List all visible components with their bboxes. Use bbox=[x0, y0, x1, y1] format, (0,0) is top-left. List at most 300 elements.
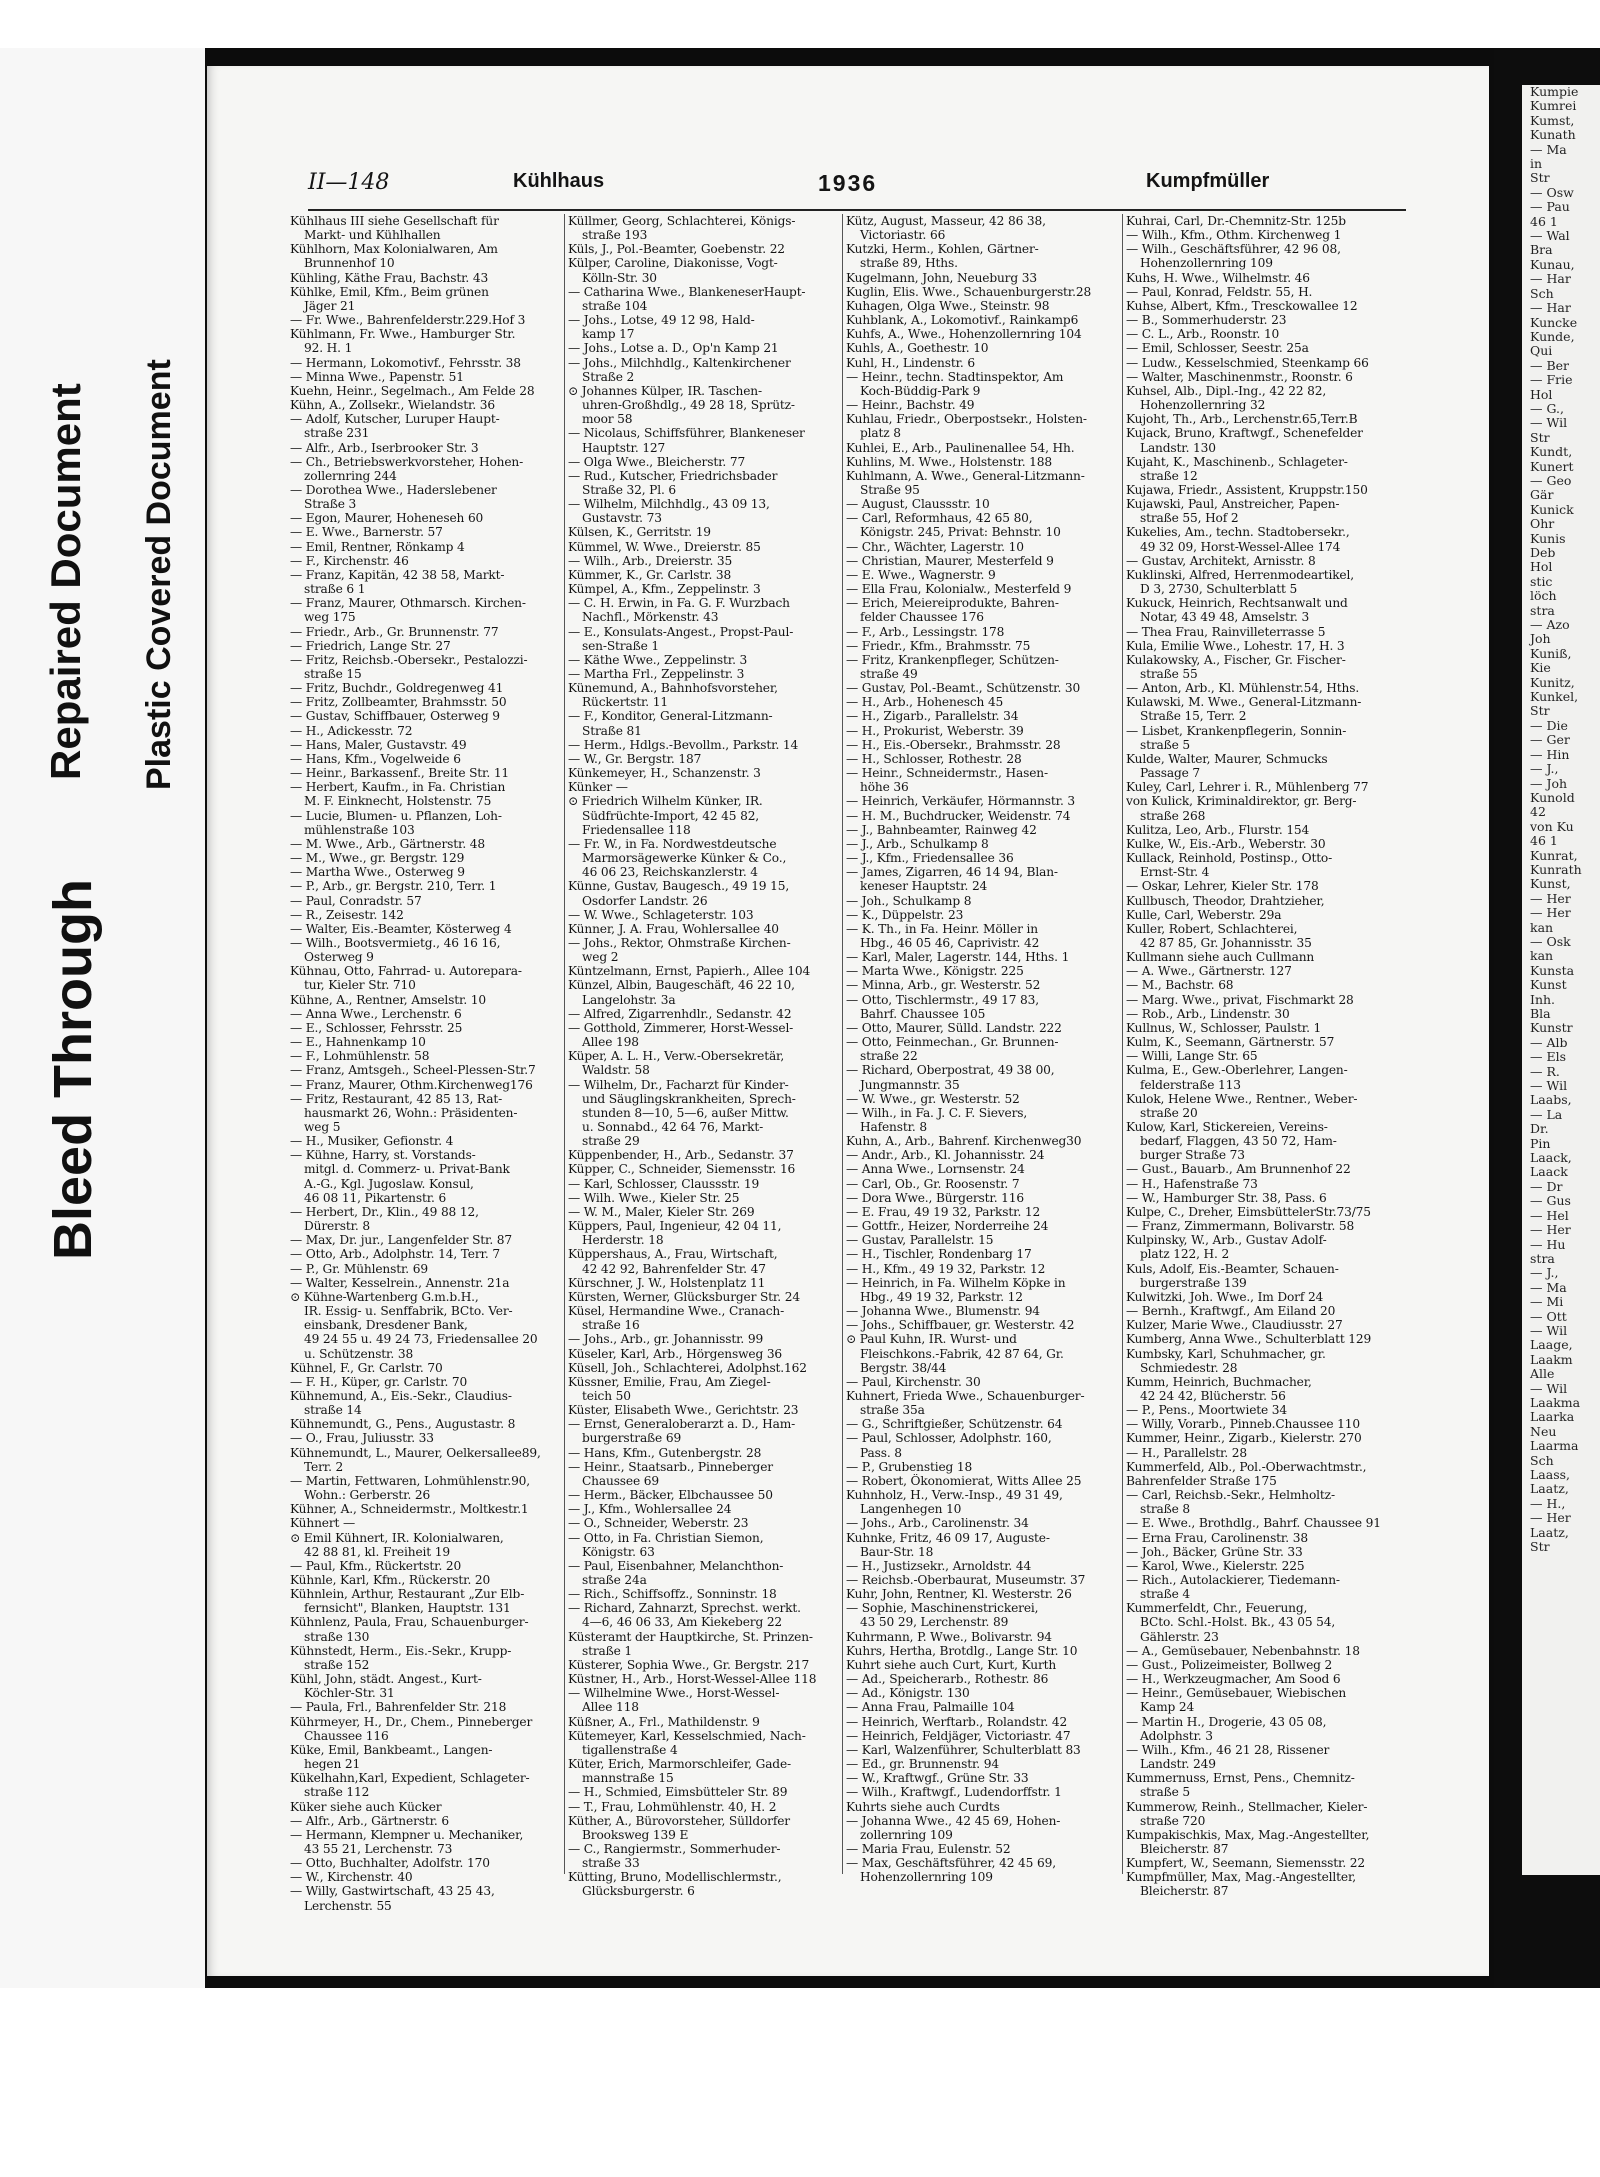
directory-entry-line: straße 231 bbox=[304, 426, 370, 441]
directory-entry-line: — H. M., Buchdrucker, Weidenstr. 74 bbox=[846, 808, 1071, 823]
directory-entry-line: Kummerfeld, Alb., Pol.-Oberwachtmstr., bbox=[1126, 1459, 1367, 1474]
directory-entry-line: — Fritz, Reichsb.-Obersekr., Pestalozzi- bbox=[290, 652, 528, 667]
directory-entry-line: Kuhlei, E., Arb., Paulinenallee 54, Hh. bbox=[846, 440, 1075, 455]
directory-entry-line: — A. Wwe., Gärtnerstr. 127 bbox=[1126, 964, 1292, 979]
directory-entry-line: Kuhnholz, H., Verw.-Insp., 49 31 49, bbox=[846, 1488, 1063, 1503]
directory-entry-line: — Bernh., Kraftwgf., Am Eiland 20 bbox=[1126, 1304, 1336, 1319]
directory-entry-line: Kuhrts siehe auch Curdts bbox=[846, 1799, 1000, 1814]
directory-entry-line: straße 720 bbox=[1140, 1813, 1206, 1828]
directory-entry-line: hegen 21 bbox=[304, 1757, 361, 1772]
directory-entry-line: — P., Arb., gr. Bergstr. 210, Terr. 1 bbox=[290, 879, 497, 894]
directory-entry-line: straße 22 bbox=[860, 1049, 918, 1064]
directory-entry-line: — Paula, Frl., Bahrenfelder Str. 218 bbox=[290, 1700, 507, 1715]
directory-entry-line: Kühnemundt, G., Pens., Augustastr. 8 bbox=[290, 1417, 516, 1432]
directory-entry-line: — Herm., Bäcker, Elbchaussee 50 bbox=[568, 1488, 773, 1503]
directory-entry-line: Kühl, John, städt. Angest., Kurt- bbox=[290, 1672, 482, 1687]
directory-entry-line: — Dorothea Wwe., Haderslebener bbox=[290, 482, 497, 497]
directory-entry-line: Jungmannstr. 35 bbox=[860, 1077, 960, 1092]
directory-entry-line: — Sophie, Maschinenstrickerei, bbox=[846, 1601, 1039, 1616]
directory-entry-line: — James, Zigarren, 46 14 94, Blan- bbox=[846, 865, 1058, 880]
directory-entry-line: Adolphstr. 3 bbox=[1140, 1728, 1213, 1743]
adjacent-page-line: Kunert bbox=[1530, 458, 1574, 474]
directory-entry-line: Küseler, Karl, Arb., Hörgensweg 36 bbox=[568, 1346, 783, 1361]
directory-entry-line: Küster, Elisabeth Wwe., Gerichtstr. 23 bbox=[568, 1403, 799, 1418]
directory-entry-line: Kuhls, A., Goethestr. 10 bbox=[846, 341, 989, 356]
directory-entry-line: — Paul, Eisenbahner, Melanchthon- bbox=[568, 1558, 784, 1573]
directory-entry-line: — Lucie, Blumen- u. Pflanzen, Loh- bbox=[290, 808, 502, 823]
directory-entry-line: Pass. 8 bbox=[860, 1445, 902, 1460]
directory-entry-line: — E. Frau, 49 19 32, Parkstr. 12 bbox=[846, 1204, 1041, 1219]
directory-entry-line: — M. Wwe., Arb., Gärtnerstr. 48 bbox=[290, 836, 485, 851]
directory-entry-line: — Reichsb.-Oberbaurat, Museumstr. 37 bbox=[846, 1573, 1086, 1587]
directory-entry-line: — F., Arb., Lessingstr. 178 bbox=[846, 624, 1005, 639]
directory-entry-line: — Emil, Schlosser, Seestr. 25a bbox=[1126, 341, 1309, 356]
directory-entry-line: — Carl, Reichsb.-Sekr., Helmholtz- bbox=[1126, 1488, 1335, 1503]
column-3 bbox=[846, 214, 1121, 1884]
adjacent-page-line: Kunsta bbox=[1530, 962, 1575, 978]
directory-entry-line: Kukuck, Heinrich, Rechtsanwalt und bbox=[1126, 596, 1348, 611]
adjacent-page-line: — Ma bbox=[1530, 141, 1567, 157]
directory-entry-line: — H., Zigarb., Parallelstr. 34 bbox=[846, 709, 1019, 724]
directory-entry-line: Kühnle, Karl, Kfm., Rückerstr. 20 bbox=[290, 1573, 491, 1587]
directory-entry-line: — Wilh., Bootsvermietg., 46 16 16, bbox=[290, 935, 501, 950]
directory-entry-line: — M., Bachstr. 68 bbox=[1126, 978, 1234, 993]
directory-entry-line: — Max, Dr. jur., Langenfelder Str. 87 bbox=[290, 1233, 513, 1248]
directory-entry-line: — E. Wwe., Wagnerstr. 9 bbox=[846, 567, 996, 582]
directory-entry-line: Kullbusch, Theodor, Drahtzieher, bbox=[1126, 893, 1325, 908]
directory-entry-line: — Emil, Rentner, Rönkamp 4 bbox=[290, 539, 465, 554]
adjacent-page-line: Kunitz, bbox=[1530, 674, 1575, 690]
directory-entry-line: — Fritz, Buchdr., Goldregenweg 41 bbox=[290, 681, 504, 696]
directory-entry-line: — P., Pens., Moortwiete 34 bbox=[1126, 1403, 1288, 1418]
adjacent-page-line: — Ber bbox=[1530, 357, 1570, 373]
directory-entry-line: Kumm, Heinrich, Buchmacher, bbox=[1126, 1374, 1312, 1389]
directory-entry-line: Kühnstedt, Herm., Eis.-Sekr., Krupp- bbox=[290, 1643, 512, 1658]
directory-entry-line: Küsteramt der Hauptkirche, St. Prinzen- bbox=[568, 1629, 813, 1644]
directory-entry-line: ⊙ Emil Kühnert, IR. Kolonialwaren, bbox=[290, 1530, 504, 1545]
directory-entry-line: fernsicht", Blanken, Hauptstr. 131 bbox=[304, 1601, 511, 1616]
directory-entry-line: Victoriastr. 66 bbox=[860, 228, 946, 243]
directory-entry-line: — Wilh., Kfm., 46 21 28, Rissener bbox=[1126, 1742, 1330, 1757]
adjacent-page-line: Alle bbox=[1530, 1366, 1555, 1382]
directory-entry-line: — F., Konditor, General-Litzmann- bbox=[568, 709, 773, 724]
directory-entry-line: Kumbsky, Karl, Schuhmacher, gr. bbox=[1126, 1346, 1326, 1361]
directory-entry-line: — Wilh., Kraftwgf., Ludendorffstr. 1 bbox=[846, 1785, 1062, 1800]
directory-entry-line: — Martha Wwe., Osterweg 9 bbox=[290, 865, 465, 880]
directory-entry-line: — Gotthold, Zimmerer, Horst-Wessel- bbox=[568, 1020, 794, 1035]
directory-entry-line: — O., Frau, Juliusstr. 33 bbox=[290, 1431, 434, 1446]
directory-entry-line: Bleicherstr. 87 bbox=[1140, 1884, 1229, 1899]
directory-entry-line: Südfrüchte-Import, 42 45 82, bbox=[582, 808, 760, 823]
directory-entry-line: zollernring 244 bbox=[304, 468, 397, 483]
directory-entry-line: Kummernuss, Ernst, Pens., Chemnitz- bbox=[1126, 1771, 1355, 1786]
directory-entry-line: — Minna Wwe., Papenstr. 51 bbox=[290, 369, 464, 384]
adjacent-page-line: — Wil bbox=[1530, 1078, 1568, 1094]
directory-entry-line: Königstr. 245, Privat: Behnstr. 10 bbox=[860, 525, 1061, 540]
directory-entry-line: — H., Schmied, Eimsbütteler Str. 89 bbox=[568, 1785, 788, 1800]
directory-entry-line: — B., Sommerhuderstr. 23 bbox=[1126, 313, 1287, 328]
directory-entry-line: Kutzki, Herm., Kohlen, Gärtner- bbox=[846, 242, 1039, 257]
directory-entry-line: — Otto, in Fa. Christian Siemon, bbox=[568, 1530, 764, 1545]
directory-entry-line: Kühnau, Otto, Fahrrad- u. Autorepara- bbox=[290, 964, 522, 979]
directory-entry-line: Hbg., 49 19 32, Parkstr. 12 bbox=[860, 1289, 1023, 1304]
directory-entry-line: — Christian, Maurer, Mesterfeld 9 bbox=[846, 553, 1054, 568]
directory-entry-line: burger Straße 73 bbox=[1140, 1148, 1245, 1163]
directory-entry-line: — Carl, Reformhaus, 42 65 80, bbox=[846, 511, 1033, 526]
directory-entry-line: — Ernst, Generaloberarzt a. D., Ham- bbox=[568, 1417, 796, 1432]
directory-entry-line: — Erna Frau, Carolinenstr. 38 bbox=[1126, 1530, 1308, 1545]
directory-entry-line: Lerchenstr. 55 bbox=[304, 1898, 392, 1913]
directory-entry-line: — H., Kfm., 49 19 32, Parkstr. 12 bbox=[846, 1261, 1046, 1276]
directory-entry-line: — Gustav, Architekt, Arnisstr. 8 bbox=[1126, 553, 1316, 568]
directory-entry-line: Kuhrt siehe auch Curt, Kurt, Kurth bbox=[846, 1657, 1057, 1672]
directory-entry-line: Küntzelmann, Ernst, Papierh., Allee 104 bbox=[568, 964, 811, 979]
directory-entry-line: zollernring 109 bbox=[860, 1827, 953, 1842]
directory-entry-line: burgerstraße 139 bbox=[1140, 1275, 1247, 1290]
directory-entry-line: — J., Arb., Schulkamp 8 bbox=[846, 836, 989, 851]
directory-entry-line: — Herbert, Kaufm., in Fa. Christian bbox=[290, 780, 506, 795]
directory-entry-line: Kühnemund, A., Eis.-Sekr., Claudius- bbox=[290, 1388, 512, 1403]
directory-entry-line: — Heinr., techn. Stadtinspektor, Am bbox=[846, 369, 1064, 384]
directory-entry-line: — Johs., Milchhdlg., Kaltenkirchener bbox=[568, 355, 791, 370]
directory-entry-line: Küke, Emil, Bankbeamt., Langen- bbox=[290, 1742, 493, 1757]
directory-entry-line: — Franz, Amtsgeh., Scheel-Plessen-Str.7 bbox=[290, 1063, 536, 1078]
directory-entry-line: Künner, J. A. Frau, Wohlersallee 40 bbox=[568, 921, 779, 936]
adjacent-page-line: Laarka bbox=[1530, 1409, 1575, 1425]
directory-entry-line: Kulitza, Leo, Arb., Flurstr. 154 bbox=[1126, 822, 1310, 837]
directory-entry-line: Hohenzollernring 109 bbox=[860, 1870, 993, 1885]
directory-entry-line: — Ed., gr. Brunnenstr. 94 bbox=[846, 1757, 999, 1772]
directory-entry-line: Bleicherstr. 87 bbox=[1140, 1841, 1229, 1856]
directory-entry-line: Marmorsägewerke Künker & Co., bbox=[582, 851, 787, 866]
directory-entry-line: Kulakowsky, A., Fischer, Gr. Fischer- bbox=[1126, 652, 1346, 667]
directory-entry-line: Kühlhorn, Max Kolonialwaren, Am bbox=[290, 242, 498, 257]
repaired-document-label: Repaired Document bbox=[42, 383, 89, 780]
directory-entry-line: Chaussee 116 bbox=[304, 1728, 389, 1743]
adjacent-page-line: — Alb bbox=[1530, 1034, 1568, 1050]
directory-entry-line: straße 12 bbox=[1140, 468, 1198, 483]
directory-entry-line: Osterweg 9 bbox=[304, 950, 374, 965]
directory-entry-line: tur, Kieler Str. 710 bbox=[304, 978, 416, 993]
adjacent-page-fragment bbox=[1522, 85, 1600, 1875]
directory-entry-line: — Heinrich, in Fa. Wilhelm Köpke in bbox=[846, 1275, 1066, 1290]
adjacent-page-line: Neu bbox=[1530, 1423, 1557, 1439]
adjacent-page-line: — Ott bbox=[1530, 1308, 1567, 1324]
adjacent-page-line: Laarma bbox=[1530, 1438, 1579, 1454]
directory-entry-line: — Wilh. Wwe., Kieler Str. 25 bbox=[568, 1190, 740, 1205]
directory-entry-line: — Herm., Hdlgs.-Bevollm., Parkstr. 14 bbox=[568, 737, 799, 752]
directory-entry-line: — Joh., Schulkamp 8 bbox=[846, 893, 972, 908]
directory-entry-line: Hohenzollernring 32 bbox=[1140, 398, 1266, 413]
directory-entry-line: Kumpfmüller, Max, Mag.-Angestellter, bbox=[1126, 1870, 1357, 1885]
directory-entry-line: straße 29 bbox=[582, 1134, 640, 1149]
adjacent-page-line: — Wil bbox=[1530, 1322, 1568, 1338]
directory-entry-line: Königstr. 63 bbox=[582, 1544, 655, 1559]
directory-entry-line: — J., Kfm., Friedensallee 36 bbox=[846, 851, 1014, 866]
directory-entry-line: — Walter, Kesselrein., Annenstr. 21a bbox=[290, 1275, 510, 1290]
directory-entry-line: — Rich., Schiffsoffz., Sonninstr. 18 bbox=[568, 1587, 777, 1602]
directory-entry-line: felderstraße 113 bbox=[1140, 1077, 1241, 1092]
directory-entry-line: — H., Eis.-Obersekr., Brahmsstr. 28 bbox=[846, 737, 1061, 752]
directory-entry-line: Straße 15, Terr. 2 bbox=[1140, 709, 1247, 724]
directory-entry-line: — K., Düppelstr. 23 bbox=[846, 907, 964, 922]
directory-entry-line: Kulok, Helene Wwe., Rentner., Weber- bbox=[1126, 1091, 1358, 1106]
directory-entry-line: — E. Wwe., Brothdlg., Bahrf. Chaussee 91 bbox=[1126, 1516, 1381, 1531]
directory-entry-line: — F. H., Küper, gr. Carlstr. 70 bbox=[290, 1374, 468, 1389]
directory-entry-line: Bahrf. Chaussee 105 bbox=[860, 1006, 986, 1021]
adjacent-page-line: Kunau, bbox=[1530, 256, 1575, 272]
directory-entry-line: 43 50 29, Lerchenstr. 89 bbox=[860, 1615, 1009, 1630]
directory-entry-line: Kumberg, Anna Wwe., Schulterblatt 129 bbox=[1126, 1332, 1372, 1347]
directory-entry-line: Kühlmann, Fr. Wwe., Hamburger Str. bbox=[290, 327, 516, 342]
directory-entry-line: — Karl, Walzenführer, Schulterblatt 83 bbox=[846, 1742, 1081, 1757]
directory-entry-line: — Karl, Maler, Lagerstr. 144, Hths. 1 bbox=[846, 950, 1070, 965]
directory-entry-line: — Martin, Fettwaren, Lohmühlenstr.90, bbox=[290, 1473, 530, 1488]
adjacent-page-line: — Her bbox=[1530, 1510, 1571, 1526]
directory-entry-line: Kugelmann, John, Neueburg 33 bbox=[846, 270, 1037, 285]
directory-entry-line: teich 50 bbox=[582, 1388, 631, 1403]
directory-entry-line: — G., Schriftgießer, Schützenstr. 64 bbox=[846, 1417, 1063, 1432]
directory-entry-line: — Hans, Kfm., Vogelweide 6 bbox=[290, 751, 461, 766]
adjacent-page-line: Ohr bbox=[1530, 516, 1555, 532]
directory-entry-line: — E., Schlosser, Fehrsstr. 25 bbox=[290, 1020, 463, 1035]
directory-entry-line: Allee 198 bbox=[582, 1035, 639, 1050]
directory-entry-line: straße 104 bbox=[582, 298, 648, 313]
adjacent-page-line: stra bbox=[1530, 602, 1555, 618]
adjacent-page-line: Dr. bbox=[1530, 1121, 1549, 1137]
directory-entry-line: tigallenstraße 4 bbox=[582, 1742, 678, 1757]
directory-entry-line: und Säuglingskrankheiten, Sprech- bbox=[582, 1091, 796, 1106]
directory-entry-line: IR. Essig- u. Senffabrik, BCto. Ver- bbox=[304, 1304, 513, 1319]
bleed-through-label: Bleed Through bbox=[43, 879, 103, 1260]
directory-entry-line: Langenhegen 10 bbox=[860, 1502, 962, 1517]
directory-entry-line: straße 20 bbox=[1140, 1105, 1198, 1120]
directory-entry-line: — Karol, Wwe., Kielerstr. 225 bbox=[1126, 1558, 1305, 1573]
directory-entry-line: Kuhblank, A., Lokomotivf., Rainkamp6 bbox=[846, 313, 1079, 328]
directory-entry-line: u. Sonnabd., 42 64 76, Markt- bbox=[582, 1120, 764, 1134]
directory-entry-line: Hohenzollernring 109 bbox=[1140, 256, 1273, 271]
directory-entry-line: — W. M., Maler, Kieler Str. 269 bbox=[568, 1204, 755, 1219]
directory-entry-line: straße 89, Hths. bbox=[860, 256, 958, 271]
directory-entry-line: — E., Konsulats-Angest., Propst-Paul- bbox=[568, 624, 794, 639]
directory-entry-line: 49 32 09, Horst-Wessel-Allee 174 bbox=[1140, 539, 1341, 554]
adjacent-page-line: — Her bbox=[1530, 905, 1571, 921]
adjacent-page-line: Kunrath bbox=[1530, 861, 1582, 877]
directory-entry-line: — Franz, Maurer, Othmarsch. Kirchen- bbox=[290, 596, 526, 611]
adjacent-page-line: — Ma bbox=[1530, 1279, 1567, 1295]
directory-entry-line: — Gustav, Parallelstr. 15 bbox=[846, 1233, 994, 1248]
directory-entry-line: — Gottfr., Heizer, Norderreihe 24 bbox=[846, 1219, 1049, 1234]
directory-entry-line: — H., Justizsekr., Arnoldstr. 44 bbox=[846, 1558, 1032, 1573]
directory-entry-line: — A., Gemüsebauer, Nebenbahnstr. 18 bbox=[1126, 1643, 1360, 1658]
directory-entry-line: — Willy, Gastwirtschaft, 43 25 43, bbox=[290, 1884, 495, 1899]
directory-entry-line: — Willy, Vorarb., Pinneb.Chaussee 110 bbox=[1126, 1417, 1360, 1432]
directory-entry-line: Kujawa, Friedr., Assistent, Kruppstr.150 bbox=[1126, 482, 1368, 497]
directory-entry-line: — Carl, Ob., Gr. Roosenstr. 7 bbox=[846, 1176, 1020, 1191]
directory-entry-line: straße 55, Hof 2 bbox=[1140, 511, 1239, 526]
adjacent-page-line: Kunst, bbox=[1530, 876, 1571, 892]
directory-entry-line: — F., Lohmühlenstr. 58 bbox=[290, 1049, 430, 1064]
directory-entry-line: — Adolf, Kutscher, Luruper Haupt- bbox=[290, 412, 500, 427]
directory-entry-line: Kuhrai, Carl, Dr.-Chemnitz-Str. 125b bbox=[1126, 214, 1346, 228]
adjacent-page-line: Str bbox=[1530, 170, 1550, 186]
directory-entry-line: — O., Schneider, Weberstr. 23 bbox=[568, 1516, 749, 1531]
directory-entry-line: Kürschner, J. W., Holstenplatz 11 bbox=[568, 1275, 766, 1290]
directory-entry-line: — W., Hamburger Str. 38, Pass. 6 bbox=[1126, 1190, 1327, 1205]
adjacent-page-line: Kunrat, bbox=[1530, 847, 1578, 863]
directory-entry-line: Kulpinsky, W., Arb., Gustav Adolf- bbox=[1126, 1233, 1327, 1248]
directory-entry-line: — Walter, Maschinenmstr., Roonstr. 6 bbox=[1126, 369, 1353, 384]
directory-entry-line: bedarf, Flaggen, 43 50 72, Ham- bbox=[1140, 1134, 1337, 1149]
adjacent-page-line: Kie bbox=[1530, 660, 1551, 676]
directory-entry-line: — W., Gr. Bergstr. 187 bbox=[568, 751, 702, 766]
adjacent-page-line: Kunick bbox=[1530, 501, 1574, 517]
directory-entry-line: Kühnel, F., Gr. Carlstr. 70 bbox=[290, 1360, 443, 1375]
directory-entry-line: Kulow, Karl, Stickereien, Vereins- bbox=[1126, 1120, 1328, 1134]
directory-entry-line: uhren-Großhdlg., 49 28 18, Sprütz- bbox=[582, 398, 795, 413]
directory-entry-line: Kühlhaus III siehe Gesellschaft für bbox=[290, 214, 499, 228]
directory-entry-line: Landstr. 130 bbox=[1140, 440, 1216, 455]
directory-entry-line: Küper, A. L. H., Verw.-Obersekretär, bbox=[568, 1049, 785, 1064]
directory-entry-line: Straße 2 bbox=[582, 369, 635, 384]
adjacent-page-line: Kunkel, bbox=[1530, 689, 1579, 705]
column-divider bbox=[564, 214, 565, 1874]
directory-entry-line: — Friedr., Kfm., Brahmsstr. 75 bbox=[846, 638, 1031, 653]
directory-entry-line: Kühnemundt, L., Maurer, Oelkersallee89, bbox=[290, 1445, 541, 1460]
directory-entry-line: Kuhsel, Alb., Dipl.-Ing., 42 22 82, bbox=[1126, 383, 1327, 398]
directory-entry-line: straße 268 bbox=[1140, 808, 1206, 823]
directory-entry-line: — Ad., Speicherarb., Rothestr. 86 bbox=[846, 1672, 1049, 1687]
directory-entry-line: Küppershaus, A., Frau, Wirtschaft, bbox=[568, 1247, 778, 1262]
directory-entry-line: Kühling, Käthe Frau, Bachstr. 43 bbox=[290, 270, 489, 285]
adjacent-page-line: — Dr bbox=[1530, 1178, 1563, 1194]
directory-entry-line: Kujaht, K., Maschinenb., Schlageter- bbox=[1126, 454, 1348, 469]
directory-entry-line: Kullmann siehe auch Cullmann bbox=[1126, 950, 1315, 965]
directory-entry-line: — Alfr., Arb., Iserbrooker Str. 3 bbox=[290, 440, 479, 455]
adjacent-page-line: — J., bbox=[1530, 761, 1559, 777]
directory-entry-line: Küppers, Paul, Ingenieur, 42 04 11, bbox=[568, 1219, 782, 1234]
adjacent-page-line: Qui bbox=[1530, 343, 1553, 359]
directory-entry-line: — Catharina Wwe., BlankeneserHaupt- bbox=[568, 284, 806, 299]
directory-entry-line: 4—6, 46 06 33, Am Kiekeberg 22 bbox=[582, 1615, 783, 1630]
directory-entry-line: — Richard, Zahnarzt, Sprechst. werkt. bbox=[568, 1601, 801, 1616]
directory-entry-line: — Friedrich, Lange Str. 27 bbox=[290, 638, 451, 653]
adjacent-page-line: Laatz, bbox=[1530, 1524, 1569, 1540]
directory-entry-line: — Paul, Kirchenstr. 30 bbox=[846, 1374, 981, 1389]
directory-entry-line: straße 5 bbox=[1140, 1785, 1191, 1800]
directory-entry-line: — H., Hafenstraße 73 bbox=[1126, 1176, 1258, 1191]
directory-entry-line: — W. Wwe., gr. Westerstr. 52 bbox=[846, 1091, 1020, 1106]
directory-entry-line: — Ludw., Kesselschmied, Steenkamp 66 bbox=[1126, 355, 1369, 370]
directory-entry-line: — Gust., Polizeimeister, Bollweg 2 bbox=[1126, 1657, 1333, 1672]
directory-entry-line: — Rich., Autolackierer, Tiedemann- bbox=[1126, 1573, 1340, 1587]
directory-entry-line: Küker siehe auch Kücker bbox=[290, 1799, 442, 1814]
directory-entry-line: — August, Claussstr. 10 bbox=[846, 497, 990, 512]
adjacent-page-line: — Els bbox=[1530, 1049, 1567, 1065]
directory-entry-line: — Anna Wwe., Lerchenstr. 6 bbox=[290, 1006, 462, 1021]
directory-entry-line: Kütemeyer, Karl, Kesselschmied, Nach- bbox=[568, 1728, 806, 1743]
adjacent-page-line: Kumrei bbox=[1530, 98, 1577, 114]
directory-entry-line: Schmiedestr. 28 bbox=[1140, 1360, 1238, 1375]
adjacent-page-line: Kunst bbox=[1530, 977, 1567, 993]
directory-entry-line: — Ella Frau, Kolonialw., Mesterfeld 9 bbox=[846, 582, 1072, 597]
directory-entry-line: — Heinrich, Verkäufer, Hörmannstr. 3 bbox=[846, 794, 1076, 809]
directory-entry-line: — Heinr., Gemüsebauer, Wiebischen bbox=[1126, 1686, 1347, 1701]
directory-entry-line: — Fr. Wwe., Bahrenfelderstr.229.Hof 3 bbox=[290, 313, 526, 328]
directory-entry-line: straße 1 bbox=[582, 1643, 633, 1658]
directory-entry-line: Brooksweg 139 E bbox=[582, 1827, 689, 1842]
page-number: II—148 bbox=[308, 170, 390, 195]
directory-entry-line: — Heinr., Staatsarb., Pinneberger bbox=[568, 1459, 773, 1474]
directory-entry-line: Wohn.: Gerberstr. 26 bbox=[304, 1488, 431, 1503]
directory-entry-line: keneser Hauptstr. 24 bbox=[860, 879, 988, 894]
directory-entry-line: Kuhfs, A., Wwe., Hohenzollernring 104 bbox=[846, 327, 1082, 342]
directory-entry-line: kamp 17 bbox=[582, 327, 635, 342]
adjacent-page-line: 46 1 bbox=[1530, 213, 1558, 229]
directory-entry-line: Kölln-Str. 30 bbox=[582, 270, 657, 285]
directory-entry-line: Kuhagen, Olga Wwe., Steinstr. 98 bbox=[846, 298, 1050, 313]
adjacent-page-line: Laack bbox=[1530, 1164, 1568, 1180]
directory-entry-line: Markt- und Kühlhallen bbox=[304, 228, 441, 243]
directory-entry-line: — E. Wwe., Barnerstr. 57 bbox=[290, 525, 443, 540]
adjacent-page-line: Kuncke bbox=[1530, 314, 1578, 330]
directory-entry-line: — Otto, Feinmechan., Gr. Brunnen- bbox=[846, 1035, 1059, 1050]
directory-entry-line: moor 58 bbox=[582, 412, 633, 427]
adjacent-page-line: — Wal bbox=[1530, 228, 1570, 244]
directory-entry-line: Jäger 21 bbox=[304, 298, 356, 313]
adjacent-page-line: Str bbox=[1530, 703, 1550, 719]
adjacent-page-line: — Pau bbox=[1530, 199, 1570, 215]
adjacent-page-line: Str bbox=[1530, 1539, 1550, 1555]
adjacent-page-line: kan bbox=[1530, 919, 1554, 935]
directory-entry-line: — Franz, Zimmermann, Bolivarstr. 58 bbox=[1126, 1219, 1355, 1234]
directory-entry-line: — Dora Wwe., Bürgerstr. 116 bbox=[846, 1190, 1024, 1205]
adjacent-page-line: Hol bbox=[1530, 386, 1553, 402]
adjacent-page-line: Kunde, bbox=[1530, 328, 1575, 344]
adjacent-page-line: Bla bbox=[1530, 1006, 1551, 1021]
adjacent-page-line: stic bbox=[1530, 573, 1553, 589]
directory-entry-line: Kullack, Reinhold, Postinsp., Otto- bbox=[1126, 851, 1333, 866]
directory-entry-line: straße 130 bbox=[304, 1629, 370, 1644]
directory-entry-line: Kürsten, Werner, Glücksburger Str. 24 bbox=[568, 1289, 800, 1304]
directory-entry-line: Fleischkons.-Fabrik, 42 87 64, Gr. bbox=[860, 1346, 1064, 1361]
directory-entry-line: — Andr., Arb., Kl. Johannisstr. 24 bbox=[846, 1148, 1045, 1163]
directory-entry-line: Küpper, C., Schneider, Siemensstr. 16 bbox=[568, 1162, 796, 1177]
directory-entry-line: — Otto, Tischlermstr., 49 17 83, bbox=[846, 992, 1039, 1007]
directory-entry-line: weg 2 bbox=[582, 950, 619, 965]
directory-entry-line: Küßner, A., Frl., Mathildenstr. 9 bbox=[568, 1714, 760, 1729]
adjacent-page-line: — Osw bbox=[1530, 184, 1574, 200]
directory-entry-line: Küter, Erich, Marmorschleifer, Gade- bbox=[568, 1757, 791, 1772]
adjacent-page-line: Laatz, bbox=[1530, 1481, 1569, 1497]
directory-entry-line: — J., Bahnbeamter, Rainweg 42 bbox=[846, 822, 1037, 837]
directory-entry-line: Kühner, A., Schneidermstr., Moltkestr.1 bbox=[290, 1502, 529, 1517]
directory-entry-line: — Hans, Kfm., Gutenbergstr. 28 bbox=[568, 1445, 762, 1460]
directory-entry-line: — Johs., Schiffbauer, gr. Westerstr. 42 bbox=[846, 1318, 1075, 1333]
directory-entry-line: Kuhlins, M. Wwe., Holstenstr. 188 bbox=[846, 454, 1052, 469]
directory-entry-line: — Wilh., Arb., Dreierstr. 35 bbox=[568, 553, 733, 568]
directory-entry-line: — Oskar, Lehrer, Kieler Str. 178 bbox=[1126, 879, 1319, 894]
adjacent-page-line: Kunath bbox=[1530, 127, 1576, 143]
adjacent-page-line: Deb bbox=[1530, 545, 1556, 560]
directory-entry-line: Hafenstr. 8 bbox=[860, 1120, 927, 1134]
adjacent-page-line: 42 bbox=[1530, 804, 1546, 820]
directory-entry-line: — M., Wwe., gr. Bergstr. 129 bbox=[290, 851, 465, 866]
directory-entry-line: — Rud., Kutscher, Friedrichsbader bbox=[568, 468, 778, 483]
directory-entry-line: Kühne, A., Rentner, Amselstr. 10 bbox=[290, 992, 487, 1007]
adjacent-page-line: Bra bbox=[1530, 242, 1553, 258]
directory-entry-line: — W., Kirchenstr. 40 bbox=[290, 1870, 413, 1885]
